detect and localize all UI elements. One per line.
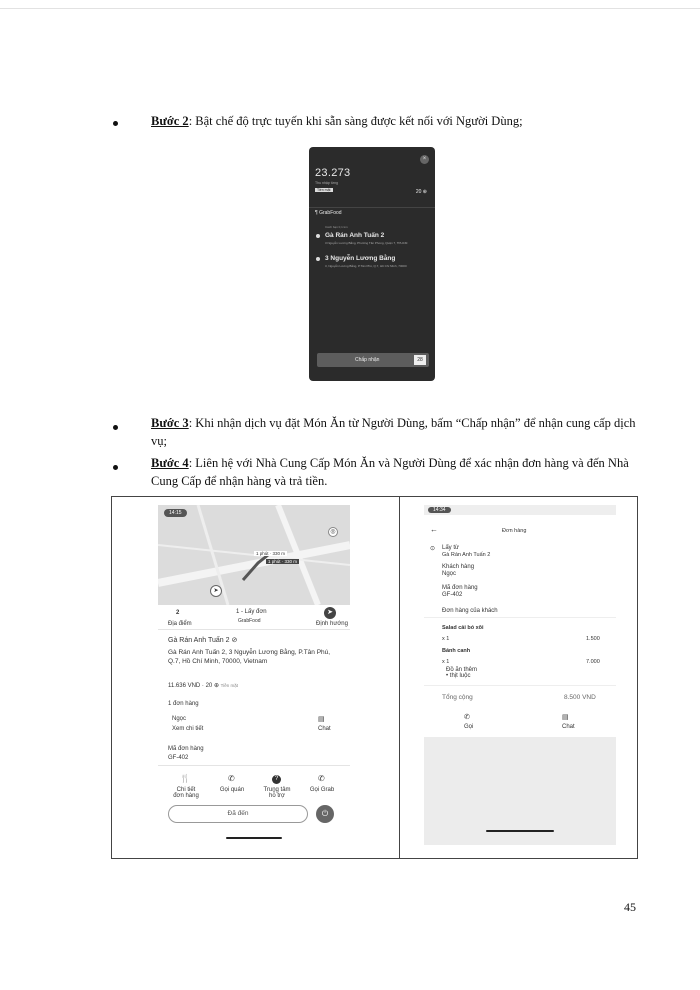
map <box>158 505 350 605</box>
divider <box>424 617 616 618</box>
screen-title: Đơn hàng <box>502 528 527 534</box>
trip-step: 1 - Lấy đơn <box>236 609 267 615</box>
step-3-paragraph <box>151 414 641 450</box>
route-label: 1 phút · 330 m <box>268 559 298 564</box>
customer-name: Ngọc <box>442 571 457 577</box>
pickup-label: Lấy từ <box>442 545 460 551</box>
divider <box>424 685 616 686</box>
service-label: ¶ GrabFood <box>315 210 342 216</box>
arrived-button[interactable]: Đã đến <box>168 805 308 823</box>
divider <box>158 629 350 630</box>
order-details-icon[interactable]: 🍴 <box>180 774 190 783</box>
order-count: 1 đơn hàng <box>168 701 199 707</box>
customer-name: Ngọc <box>172 716 187 722</box>
pickup-icon: ⊙ <box>430 546 436 552</box>
compass-icon[interactable]: ➤ <box>210 585 222 597</box>
bullet <box>113 465 118 470</box>
pickup-address: 3 Nguyễn Lương Bằng, Phường Tân Phong, Quận 7, TPHCM <box>325 241 408 245</box>
item-name: Salad cải bó xôi <box>442 625 484 631</box>
eta-value: 20 ⊕ <box>415 189 427 195</box>
bullet <box>113 425 118 430</box>
earning-label: Thu nhập từng <box>315 181 338 185</box>
recenter-icon[interactable]: ◎ <box>328 527 338 537</box>
merchant-address: Gà Rán Anh Tuấn 2, 3 Nguyễn Lương Bằng, P.Tân Phú, Q.7, Hồ Chí Minh, 70000, Vietnam <box>168 649 331 665</box>
help-center-label: Trung tâm hỗ trợ <box>263 787 291 799</box>
status-bar <box>424 505 616 515</box>
empty-area <box>424 737 616 845</box>
step-text: : Khi nhận dịch vụ đặt Món Ăn từ Người Dùng, bấm “Chấp nhận” để nhận cung cấp dịch vụ; <box>151 416 636 448</box>
customer-label: Khách hàng <box>442 564 475 570</box>
order-details-label: Chi tiết đơn hàng <box>173 787 199 799</box>
frame-divider <box>399 496 400 859</box>
route-label: 1 phút · 330 m <box>256 551 286 556</box>
home-indicator <box>226 837 282 839</box>
item-qty: x 1 <box>442 659 450 665</box>
dropoff-address: 3, Nguyễn Lương Bằng, P.Tân Phú, Q.7, Hồ Chí Minh, 70000 <box>325 264 407 268</box>
call-grab-label: Gọi Grab <box>309 787 335 793</box>
divider <box>309 207 435 208</box>
order-id: GF-402 <box>442 592 463 598</box>
customer-details-link[interactable]: Xem chi tiết <box>172 726 204 732</box>
merchant-name: Gà Rán Anh Tuấn 2 ⊘ <box>168 637 238 644</box>
call-merchant-icon[interactable]: ✆ <box>228 774 235 783</box>
pickup-name: Gà Rán Anh Tuấn 2 <box>325 232 385 239</box>
order-id-label: Mã đơn hàng <box>168 746 204 752</box>
accept-button[interactable] <box>317 353 429 367</box>
chat-label: Chat <box>562 724 575 730</box>
countdown: 28 <box>414 355 426 365</box>
payment-tag: Tiền mặt <box>317 188 331 192</box>
chat-icon[interactable]: ▤ <box>318 716 325 723</box>
order-id-label: Mã đơn hàng <box>442 585 478 591</box>
top-rule <box>0 8 700 9</box>
divider <box>158 765 350 766</box>
page-number: 45 <box>624 900 636 914</box>
navigate-icon[interactable]: ➤ <box>324 607 336 619</box>
trip-screenshot <box>158 505 350 845</box>
navigate-label: Định hướng <box>316 621 348 627</box>
item-price: 1.500 <box>586 636 600 642</box>
accept-label: Chấp nhận <box>355 357 380 363</box>
status-time: 14:15 <box>164 509 187 517</box>
service-name: GrabFood <box>238 618 261 624</box>
home-indicator <box>486 830 554 832</box>
stops-label: Địa điểm <box>168 621 192 627</box>
bullet <box>113 121 118 126</box>
step-label: Bước 2 <box>151 114 189 128</box>
step-label: Bước 4 <box>151 456 189 470</box>
fare-row: 11.636 VND · 20 ⊕ Tiền mặt <box>168 683 238 689</box>
stops-count: 2 <box>176 610 180 616</box>
step-label: Bước 3 <box>151 416 189 430</box>
back-icon[interactable]: ← <box>430 525 438 534</box>
chat-icon[interactable]: ▤ <box>562 714 569 721</box>
close-icon: × <box>420 155 429 164</box>
help-icon[interactable]: ? <box>272 775 281 784</box>
item-extra-label: Đồ ăn thêm <box>446 667 478 673</box>
power-icon[interactable]: ⏻ <box>316 805 334 823</box>
earning-amount: 23.273 <box>315 167 351 179</box>
distance-text: Cách bạn 0,1 km <box>325 225 348 229</box>
step-2-paragraph <box>151 112 641 130</box>
item-extra: • thịt luộc <box>446 673 471 679</box>
offer-screenshot <box>309 147 435 381</box>
order-note: Đơn hàng của khách <box>442 608 498 614</box>
total-label: Tổng cộng <box>442 694 473 701</box>
call-merchant-label: Gọi quán <box>219 787 245 793</box>
order-id: GF-402 <box>168 755 189 761</box>
call-grab-icon[interactable]: ✆ <box>318 774 325 783</box>
step-text: : Bật chế độ trực tuyến khi sẵn sàng được kết nối với Người Dùng; <box>188 114 523 128</box>
total-value: 8.500 VND <box>564 694 596 701</box>
order-screenshot <box>424 505 616 845</box>
pickup-dot-icon <box>316 234 320 238</box>
step-4-paragraph <box>151 454 641 490</box>
chat-label: Chat <box>318 726 331 732</box>
call-icon[interactable]: ✆ <box>464 714 470 721</box>
dropoff-name: 3 Nguyễn Lương Bằng <box>325 255 396 262</box>
item-qty: x 1 <box>442 636 450 642</box>
item-name: Bánh canh <box>442 648 471 654</box>
status-time: 14:34 <box>428 507 451 513</box>
step-text: : Liên hệ với Nhà Cung Cấp Món Ăn và Người Dùng để xác nhận đơn hàng và đến Nhà Cung Cấp để nhận hàng và trả tiền. <box>151 456 629 488</box>
item-price: 7.000 <box>586 659 600 665</box>
pickup-name: Gà Rán Anh Tuấn 2 <box>442 552 491 558</box>
call-label: Gọi <box>464 724 474 730</box>
dropoff-dot-icon <box>316 257 320 261</box>
